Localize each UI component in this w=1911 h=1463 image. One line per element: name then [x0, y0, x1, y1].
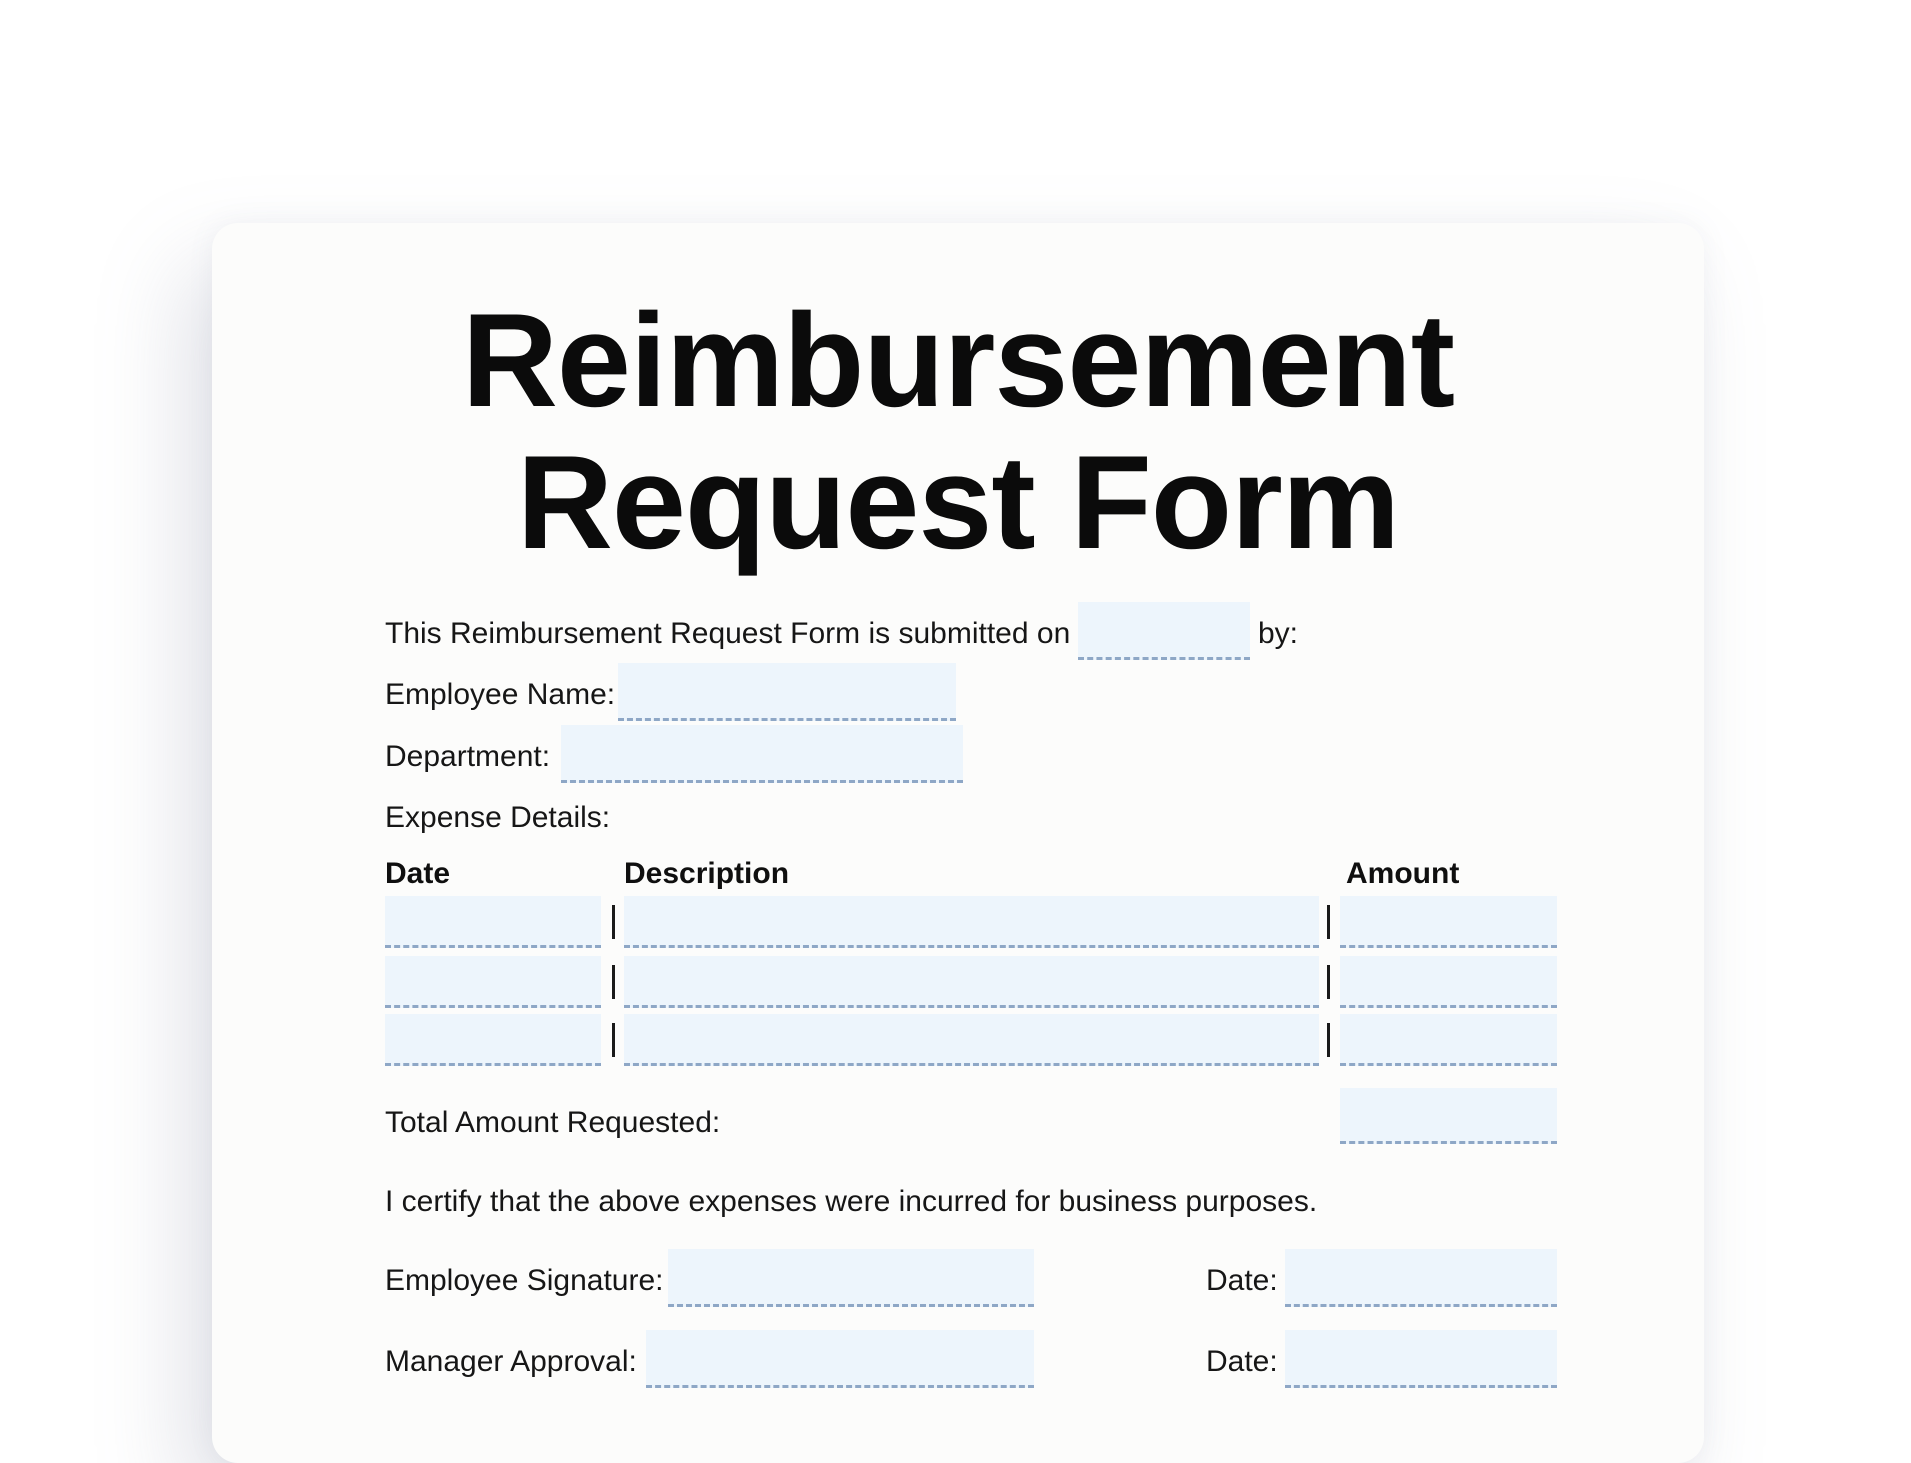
column-header-description: Description: [624, 857, 790, 890]
column-separator: [612, 965, 615, 999]
column-separator: [1327, 1023, 1330, 1057]
department-label: Department:: [385, 740, 551, 773]
manager-approval-date-field[interactable]: [1285, 1330, 1557, 1388]
department-field[interactable]: [561, 725, 963, 783]
column-separator: [612, 905, 615, 939]
employee-date-label: Date:: [1206, 1264, 1278, 1297]
expense-row-3-amount-field[interactable]: [1340, 1014, 1557, 1066]
form-title: [212, 287, 1704, 577]
expense-row-3-description-field[interactable]: [624, 1014, 1319, 1066]
title-line-1: Reimbursement: [461, 287, 1455, 435]
column-separator: [1327, 965, 1330, 999]
column-separator: [1327, 905, 1330, 939]
column-header-date: Date: [385, 857, 451, 890]
column-separator: [612, 1023, 615, 1057]
column-header-amount: Amount: [1346, 857, 1460, 890]
title-line-2: Request Form: [516, 429, 1400, 577]
employee-signature-label: Employee Signature:: [385, 1264, 664, 1297]
intro-text: This Reimbursement Request Form is submitted on: [385, 617, 1071, 650]
employee-signature-date-field[interactable]: [1285, 1249, 1557, 1307]
expense-row-2-description-field[interactable]: [624, 956, 1319, 1008]
total-amount-field[interactable]: [1340, 1088, 1557, 1144]
certification-text: I certify that the above expenses were incurred for business purposes.: [385, 1185, 1318, 1218]
manager-date-label: Date:: [1206, 1345, 1278, 1378]
expense-row-1-date-field[interactable]: [385, 896, 601, 948]
employee-signature-field[interactable]: [668, 1249, 1034, 1307]
manager-approval-label: Manager Approval:: [385, 1345, 637, 1378]
manager-approval-field[interactable]: [646, 1330, 1034, 1388]
expense-row-3-date-field[interactable]: [385, 1014, 601, 1066]
employee-name-label: Employee Name:: [385, 678, 616, 711]
expense-row-1-amount-field[interactable]: [1340, 896, 1557, 948]
employee-name-field[interactable]: [618, 663, 956, 721]
expense-row-2-amount-field[interactable]: [1340, 956, 1557, 1008]
expense-row-1-description-field[interactable]: [624, 896, 1319, 948]
expense-row-2-date-field[interactable]: [385, 956, 601, 1008]
expense-details-label: Expense Details:: [385, 801, 611, 834]
intro-by-text: by:: [1258, 617, 1299, 650]
submission-date-field[interactable]: [1078, 602, 1250, 660]
total-amount-label: Total Amount Requested:: [385, 1106, 721, 1139]
